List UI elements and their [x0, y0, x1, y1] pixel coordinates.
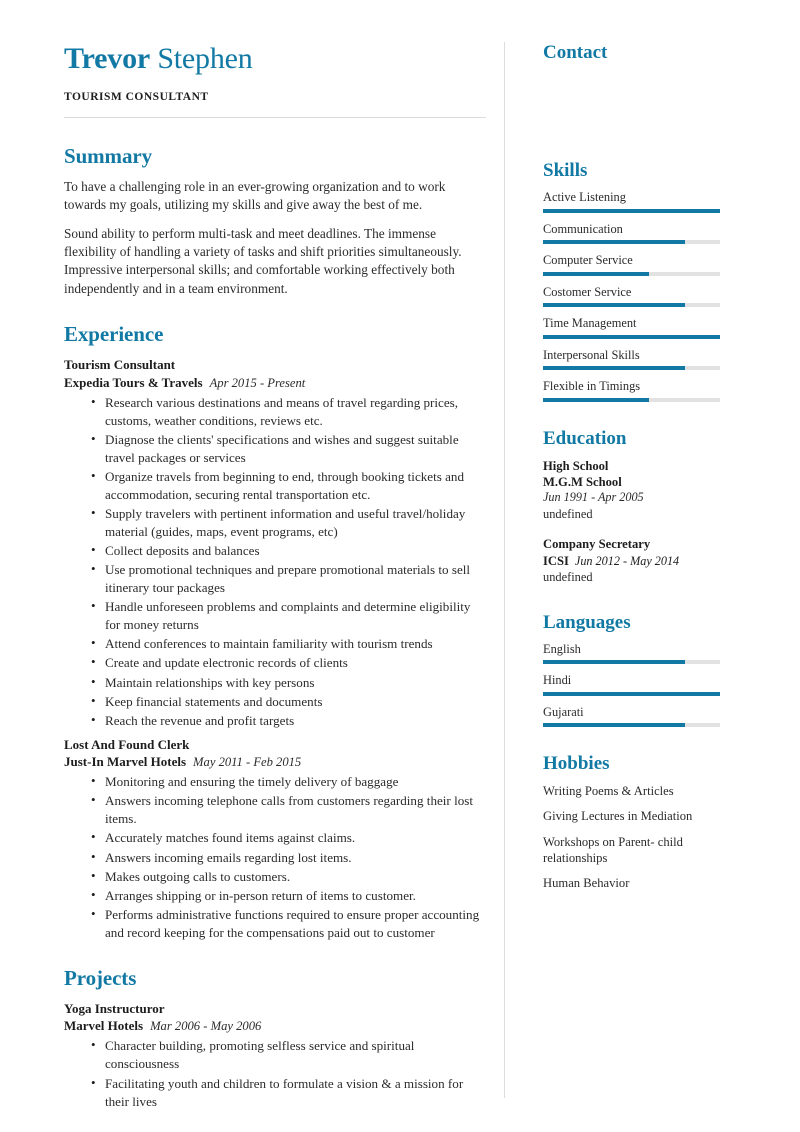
skill-track — [543, 240, 720, 244]
entry-bullet: • Attend conferences to maintain familiarity with tourism trends — [91, 635, 486, 653]
entry-dates: May 2011 - Feb 2015 — [193, 755, 302, 770]
entry-bullet: • Research various destinations and means of travel regarding prices, customs, weather conditions, reviews etc. — [91, 394, 486, 430]
entry-bullet: • Diagnose the clients' specifications and wishes and suggest suitable travel packages or services — [91, 431, 486, 467]
entry-bullet: • Reach the revenue and profit targets — [91, 712, 486, 730]
entry-bullet: • Organize travels from beginning to end, through booking tickets and accommodation, securing rental transportation etc. — [91, 468, 486, 504]
entry-org-line — [64, 753, 486, 771]
experience-entry — [64, 356, 486, 730]
experience-entry — [64, 1000, 486, 1111]
skills-section — [543, 160, 720, 402]
hobby-item: Giving Lectures in Mediation — [543, 809, 693, 824]
entry-bullet: • Facilitating youth and children to formulate a vision & a mission for their lives — [91, 1075, 486, 1111]
skills-items — [543, 190, 720, 402]
language-track — [543, 660, 720, 664]
language-track — [543, 723, 720, 727]
skill-row — [543, 190, 720, 213]
entry-organization: Expedia Tours & Travels — [64, 374, 203, 390]
entry-role: Tourism Consultant — [64, 357, 176, 373]
hobby-item: Human Behavior — [543, 876, 630, 891]
skill-track — [543, 366, 720, 370]
language-fill — [543, 692, 720, 696]
entry-organization: Just-In Marvel Hotels — [64, 754, 187, 770]
entry-role: Yoga Instructuror — [64, 1000, 165, 1016]
entry-dates: Apr 2015 - Present — [209, 375, 306, 390]
entry-bullet: • Answers incoming emails regarding lost items. — [91, 849, 486, 867]
education-heading: Education — [543, 427, 627, 449]
entry-bullet: • Arranges shipping or in-person return of items to customer. — [91, 887, 486, 905]
skill-fill — [543, 272, 649, 276]
hobbies-heading: Hobbies — [543, 753, 610, 775]
contact-section — [543, 42, 720, 64]
education-degree: High School — [543, 458, 609, 473]
language-row — [543, 673, 720, 696]
summary-heading: Summary — [64, 144, 152, 168]
contact-heading: Contact — [543, 42, 608, 63]
skills-heading: Skills — [543, 160, 588, 181]
education-note: undefined — [543, 570, 593, 585]
entry-bullet-list — [64, 1037, 486, 1110]
projects-section — [64, 966, 486, 1111]
summary-paragraph: To have a challenging role in an ever-growing organization and to work towards my goals, utilizing my skills and give away the best of me. — [64, 179, 446, 213]
entry-bullet-list — [64, 394, 486, 730]
summary-paragraph: Sound ability to perform multi-task and meet deadlines. The immense flexibility of handling a variety of tasks and shift priorities simultaneously. Impressive interpersonal skills; and comfortable working effectively both independently and in a team environment. — [64, 225, 462, 296]
entry-org-line — [64, 374, 486, 392]
skill-label: Time Management — [543, 316, 637, 330]
hobby-item: Writing Poems & Articles — [543, 784, 674, 799]
entry-bullet-list — [64, 773, 486, 942]
entry-bullet: • Character building, promoting selfless service and spiritual consciousness — [91, 1037, 486, 1073]
skill-track — [543, 209, 720, 213]
skill-fill — [543, 335, 720, 339]
skill-row — [543, 379, 720, 402]
entry-bullet: • Create and update electronic records of clients — [91, 654, 486, 672]
education-dates: Jun 1991 - Apr 2005 — [543, 490, 644, 505]
left-column — [64, 42, 504, 1132]
hobbies-items — [543, 783, 720, 892]
skill-row — [543, 348, 720, 371]
summary-paragraphs — [64, 178, 486, 298]
entry-bullet: • Maintain relationships with key persons — [91, 674, 486, 692]
candidate-name — [64, 42, 486, 75]
skill-fill — [543, 398, 649, 402]
experience-entries — [64, 356, 486, 942]
languages-section — [543, 612, 720, 728]
skill-label: Costomer Service — [543, 284, 632, 299]
entry-org-line — [64, 1017, 486, 1035]
skill-label: Interpersonal Skills — [543, 347, 640, 362]
entry-bullet: • Answers incoming telephone calls from customers regarding their lost items. — [91, 792, 486, 828]
entry-bullet: • Makes outgoing calls to customers. — [91, 868, 486, 886]
language-label: Gujarati — [543, 704, 584, 719]
summary-section — [64, 144, 486, 298]
skill-label: Communication — [543, 221, 623, 236]
skill-fill — [543, 240, 685, 244]
entry-bullet: • Accurately matches found items against claims. — [91, 829, 486, 847]
entry-bullet: • Monitoring and ensuring the timely delivery of baggage — [91, 773, 486, 791]
experience-section — [64, 322, 486, 942]
skill-fill — [543, 303, 685, 307]
skill-fill — [543, 209, 720, 213]
entry-bullet: • Supply travelers with pertinent information and useful travel/holiday material (guides, maps, event programs, etc) — [91, 505, 486, 541]
skill-row — [543, 285, 720, 308]
education-degree: Company Secretary — [543, 537, 651, 552]
entry-bullet: • Collect deposits and balances — [91, 542, 486, 560]
education-school: M.G.M School — [543, 474, 622, 489]
skill-track — [543, 272, 720, 276]
header-divider — [64, 117, 486, 118]
skill-row — [543, 316, 720, 339]
skill-label: Flexible in Timings — [543, 379, 641, 393]
entry-role: Lost And Found Clerk — [64, 736, 190, 752]
language-track — [543, 692, 720, 696]
projects-heading: Projects — [64, 965, 137, 990]
skill-track — [543, 335, 720, 339]
skill-track — [543, 303, 720, 307]
skill-label: Active Listening — [543, 190, 626, 204]
experience-entry — [64, 736, 486, 942]
hobby-item: Workshops on Parent- child relationships — [543, 834, 683, 866]
skill-row — [543, 253, 720, 276]
skill-label: Computer Service — [543, 253, 633, 267]
language-fill — [543, 723, 685, 727]
entry-bullet: • Keep financial statements and documents — [91, 693, 486, 711]
entry-bullet: • Use promotional techniques and prepare promotional materials to sell itinerary tour packages — [91, 561, 486, 597]
entry-bullet: • Handle unforeseen problems and complaints and determine eligibility for money returns — [91, 598, 486, 634]
education-section — [543, 428, 720, 586]
projects-entries — [64, 1000, 486, 1111]
education-entry — [543, 536, 720, 585]
last-name: Stephen — [157, 42, 253, 75]
languages-items — [543, 642, 720, 728]
experience-heading: Experience — [64, 322, 164, 347]
language-row — [543, 705, 720, 728]
entry-bullet: • Performs administrative functions required to ensure proper accounting and record keeping for the compensations paid out to customer — [91, 906, 486, 942]
language-label: Hindi — [543, 673, 572, 688]
entry-organization: Marvel Hotels — [64, 1018, 144, 1034]
skill-track — [543, 398, 720, 402]
education-note: undefined — [543, 507, 593, 522]
entry-dates: Mar 2006 - May 2006 — [150, 1019, 262, 1034]
skill-fill — [543, 366, 685, 370]
language-row — [543, 642, 720, 665]
education-entries — [543, 458, 720, 586]
hobbies-section — [543, 753, 720, 892]
skill-row — [543, 222, 720, 245]
language-fill — [543, 660, 685, 664]
education-school: ICSI — [543, 553, 569, 568]
first-name: Trevor — [64, 42, 150, 75]
languages-heading: Languages — [543, 611, 631, 633]
right-column — [505, 42, 720, 1132]
education-dates: Jun 2012 - May 2014 — [574, 553, 680, 568]
education-school-line — [543, 553, 720, 570]
education-entry — [543, 458, 720, 523]
language-label: English — [543, 641, 581, 656]
candidate-job-title: TOURISM CONSULTANT — [64, 91, 209, 103]
